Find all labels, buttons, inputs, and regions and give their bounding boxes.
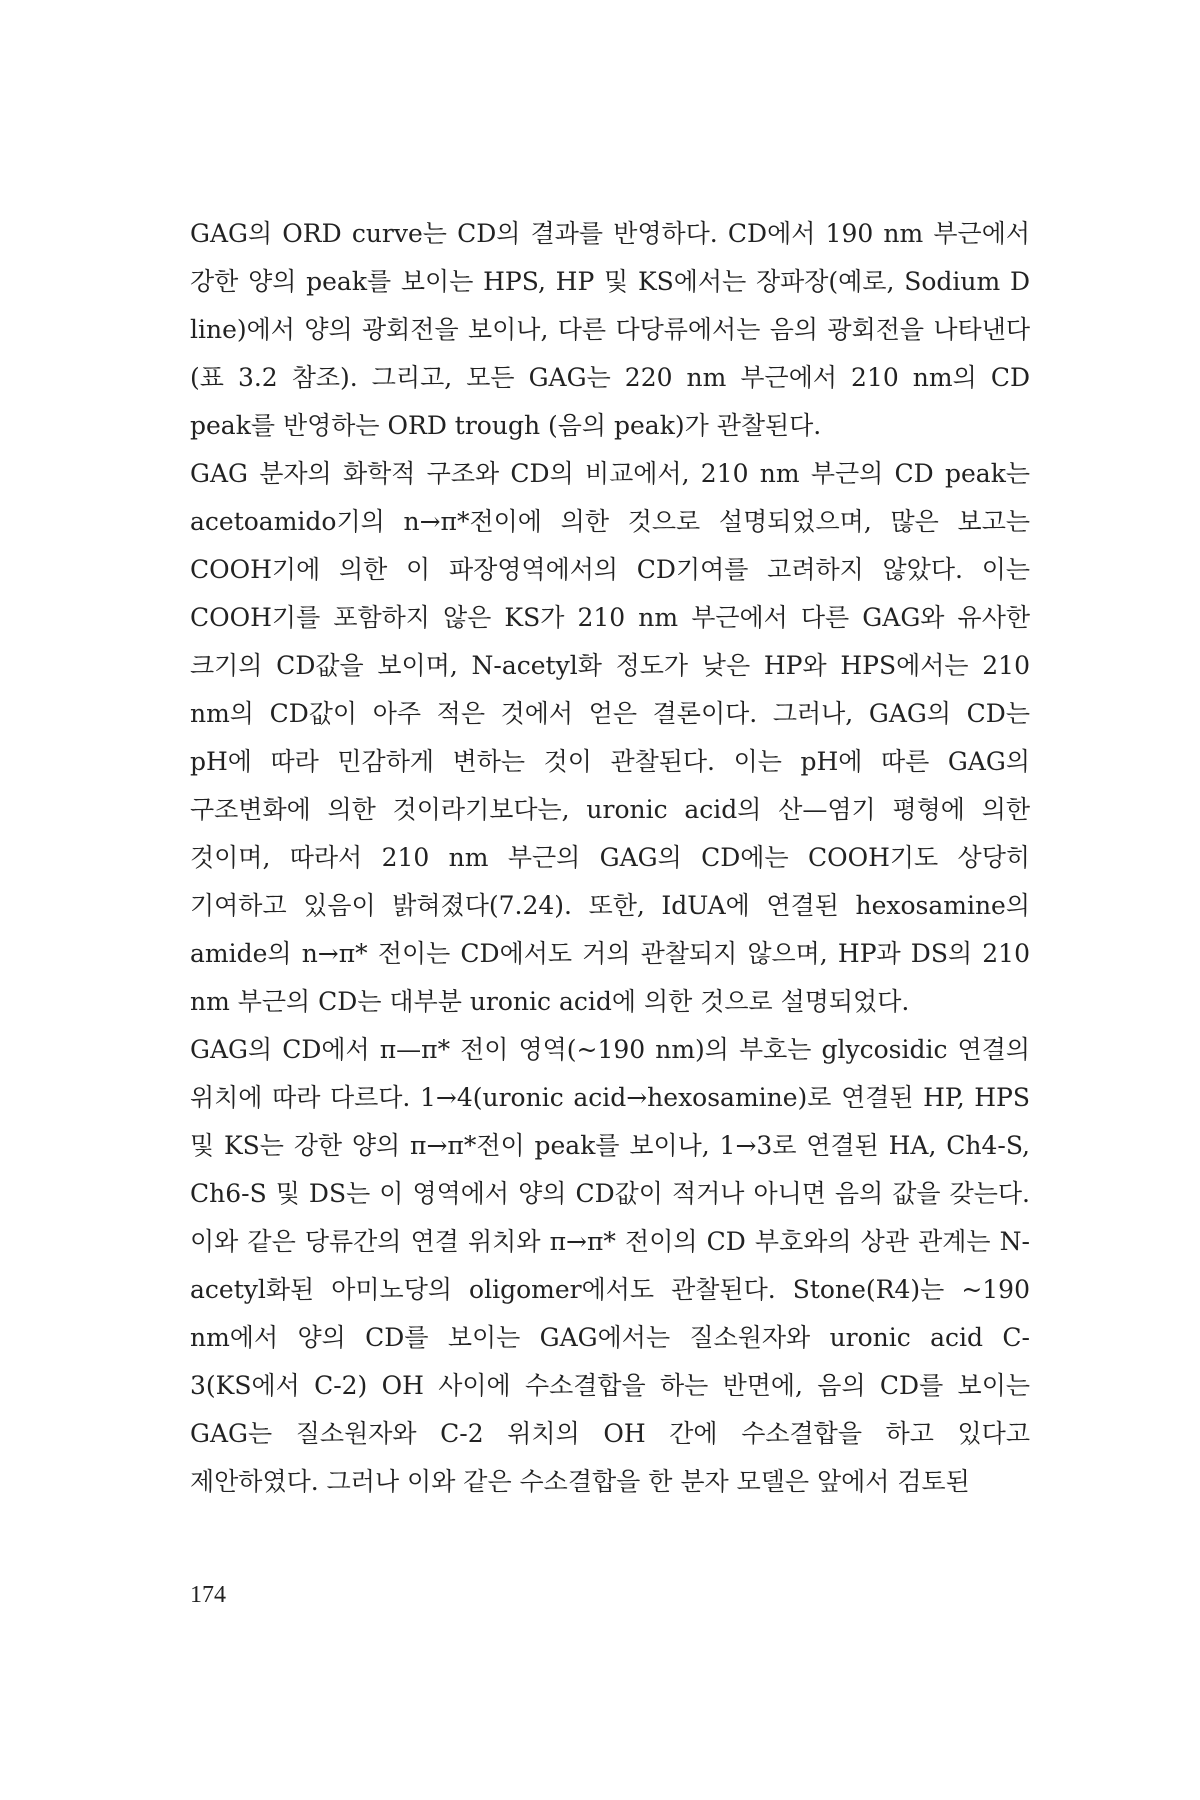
paragraph-ord-curve: GAG의 ORD curve는 CD의 결과를 반영하다. CD에서 190 nm 부근에서 강한 양의 peak를 보이는 HPS, HP 및 KS에서는 장파장(예로, Sodium D line)에서 양의 광회전을 보이나, 다른 다당류에서는 음의 광회전을 나타낸다(표 3.2 참조). 그리고, 모든 GAG는 220 nm 부근에서 210 nm의 CD peak를 반영하는 ORD trough (음의 peak)가 관찰된다.: [190, 219, 1030, 440]
body-text: [190, 210, 1030, 1506]
paragraph-gag-structure: GAG 분자의 화학적 구조와 CD의 비교에서, 210 nm 부근의 CD peak는 acetoamido기의 n→π*전이에 의한 것으로 설명되었으며, 많은 보고는 COOH기에 의한 이 파장영역에서의 CD기여를 고려하지 않았다. 이는 COOH기를 포함하지 않은 KS가 210 nm 부근에서 다른 GAG와 유사한 크기의 CD값을 보이며, N-acetyl화 정도가 낮은 HP와 HPS에서는 210 nm의 CD값이 아주 적은 것에서 얻은 결론이다. 그러나, GAG의 CD는 pH에 따라 민감하게 변하는 것이 관찰된다. 이는 pH에 따른 GAG의 구조변화에 의한 것이라기보다는, uronic acid의 산—염기 평형에 의한 것이며, 따라서 210 nm 부근의 GAG의 CD에는 COOH기도 상당히 기여하고 있음이 밝혀졌다(7.24). 또한, IdUA에 연결된 hexosamine의 amide의 n→π* 전이는 CD에서도 거의 관찰되지 않으며, HP과 DS의 210 nm 부근의 CD는 대부분 uronic acid에 의한 것으로 설명되었다.: [190, 459, 1030, 1016]
page-number: 174: [190, 1582, 226, 1608]
paragraph-pi-transition: GAG의 CD에서 π—π* 전이 영역(~190 nm)의 부호는 glycosidic 연결의 위치에 따라 다르다. 1→4(uronic acid→hexosamine)로 연결된 HP, HPS 및 KS는 강한 양의 π→π*전이 peak를 보이나, 1→3로 연결된 HA, Ch4-S, Ch6-S 및 DS는 이 영역에서 양의 CD값이 적거나 아니면 음의 값을 갖는다. 이와 같은 당류간의 연결 위치와 π→π* 전이의 CD 부호와의 상관 관계는 N-acetyl화된 아미노당의 oligomer에서도 관찰된다. Stone(R4)는 ~190 nm에서 양의 CD를 보이는 GAG에서는 질소원자와 uronic acid C-3(KS에서 C-2) OH 사이에 수소결합을 하는 반면에, 음의 CD를 보이는 GAG는 질소원자와 C-2 위치의 OH 간에 수소결합을 하고 있다고 제안하였다. 그러나 이와 같은 수소결합을 한 분자 모델은 앞에서 검토된: [190, 1035, 1030, 1496]
